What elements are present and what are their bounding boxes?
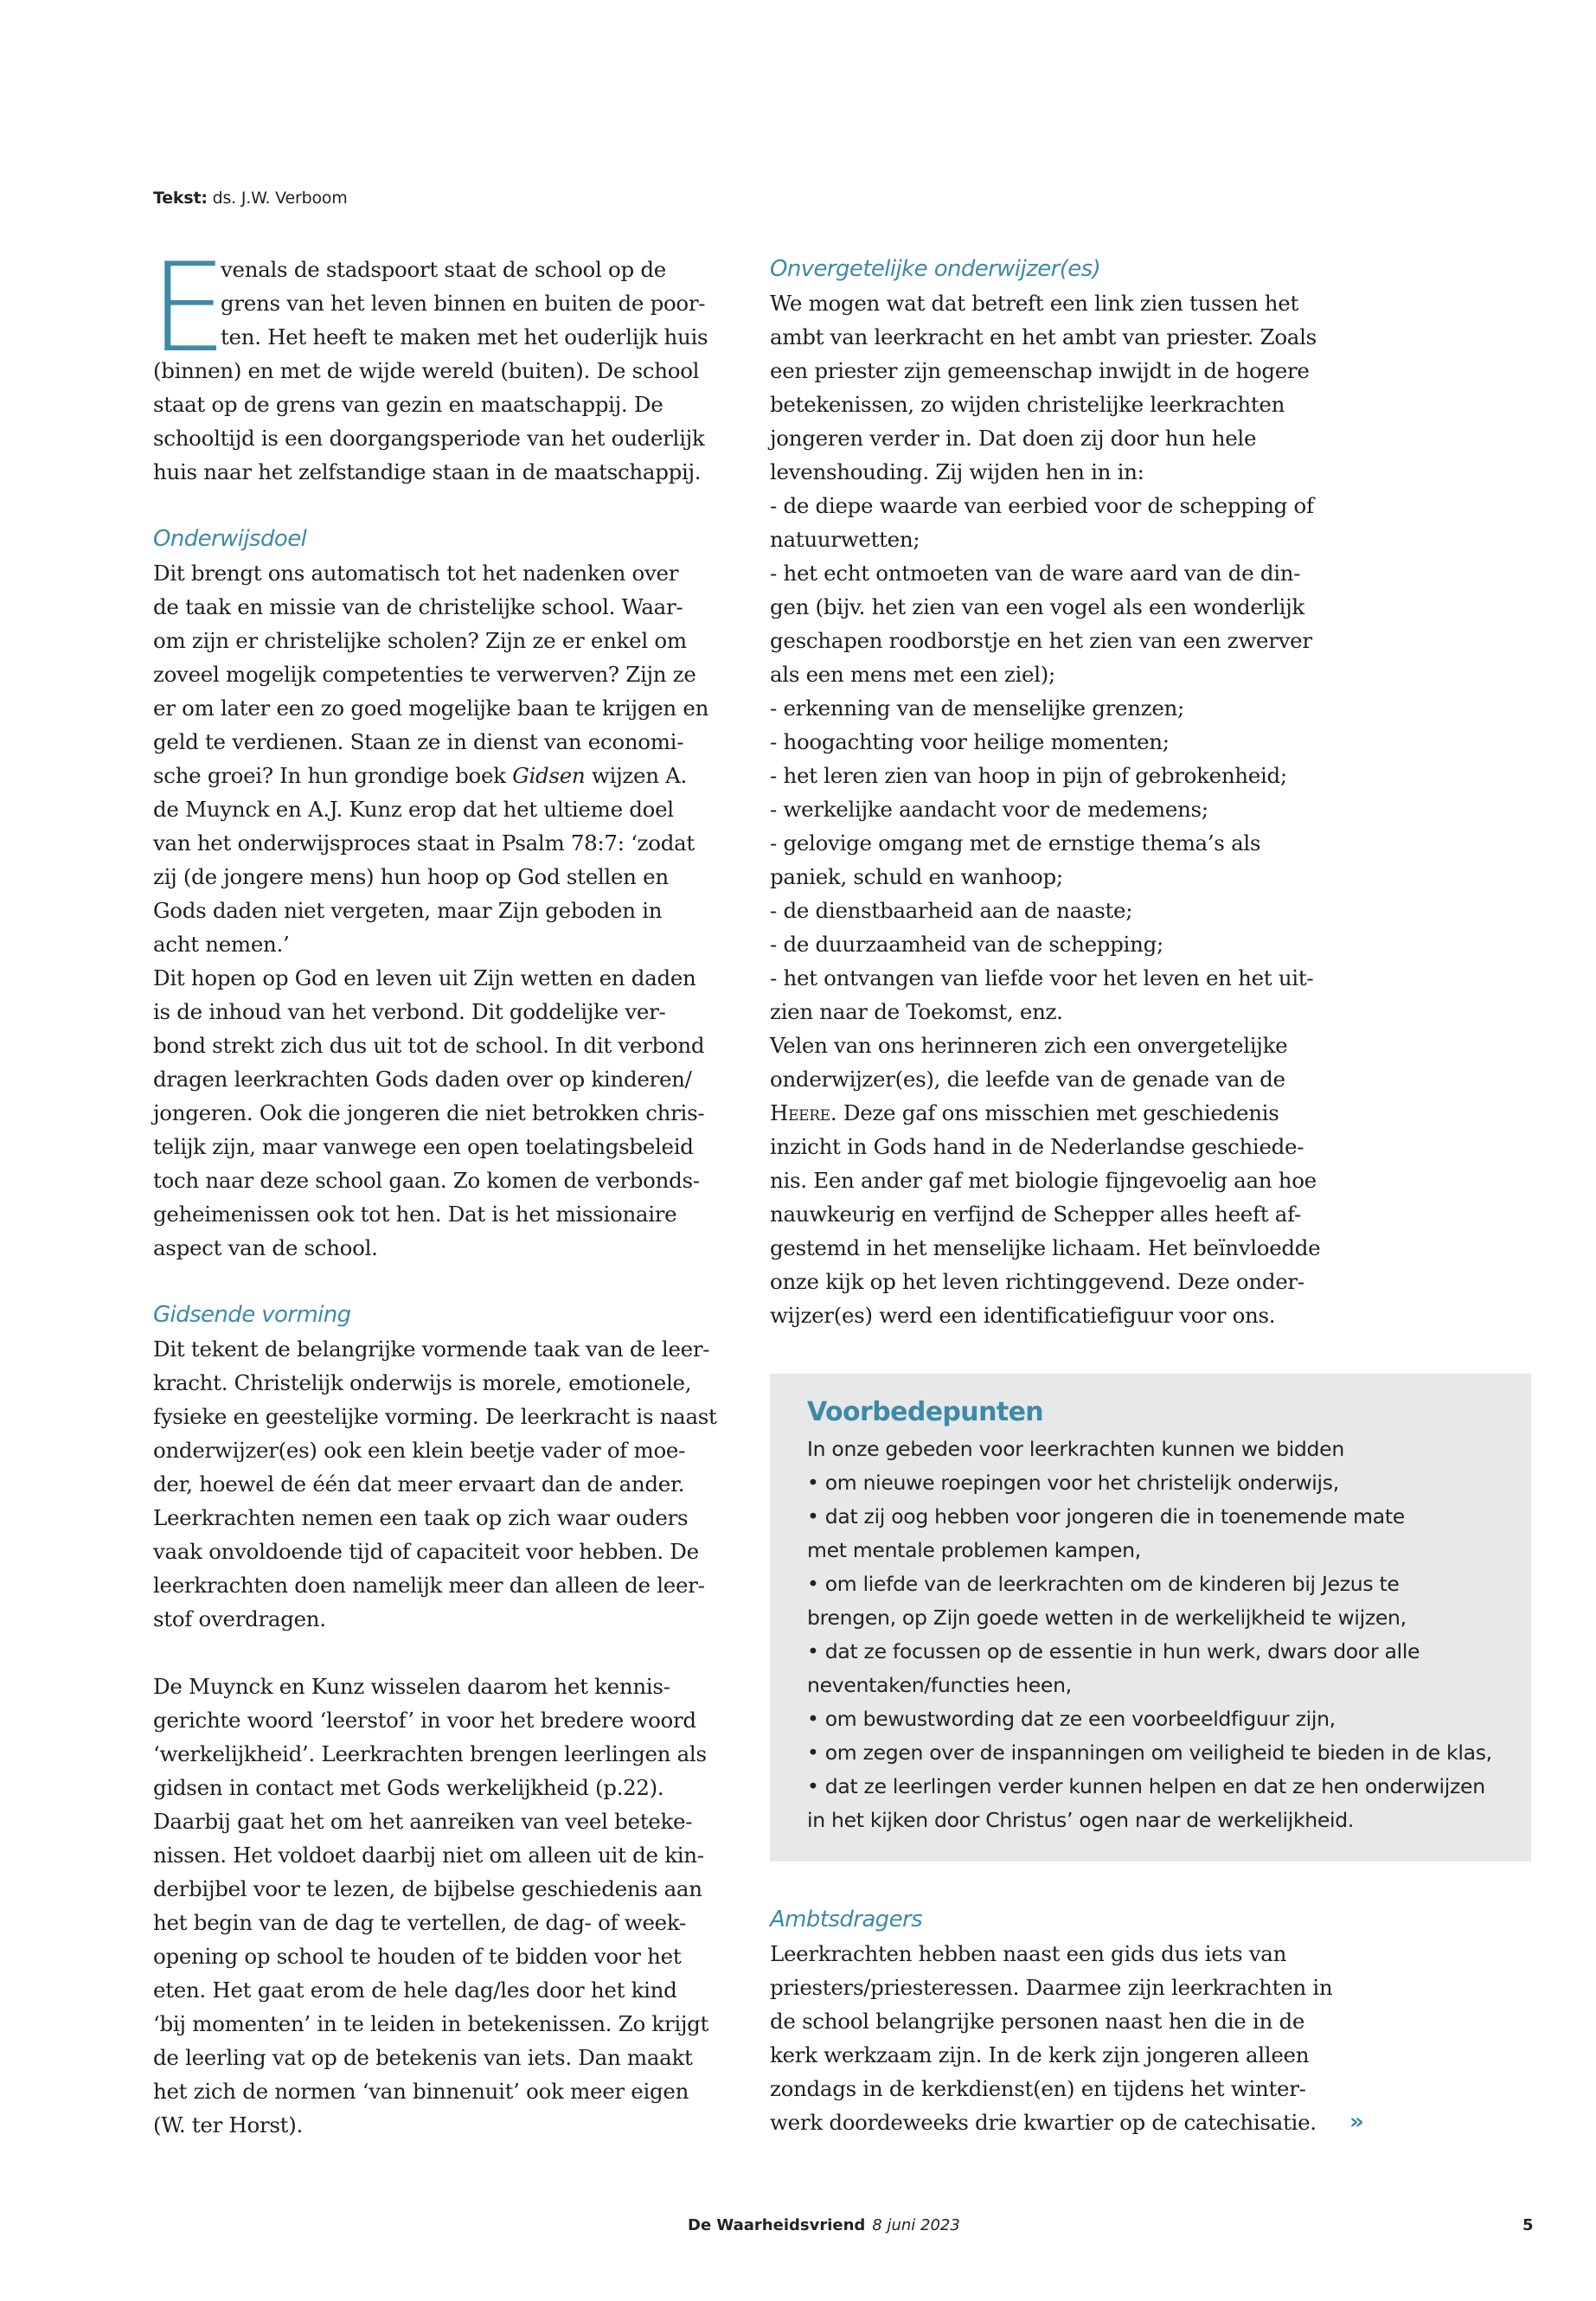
publication-date: 8 juni 2023 bbox=[872, 2216, 960, 2234]
list-line: - erkenning van de menselijke grenzen; bbox=[770, 695, 1184, 721]
prayer-line: brengen, op Zijn goede wetten in de werkelijkheid te wijzen, bbox=[807, 1606, 1407, 1630]
list-line: - het echt ontmoeten van de ware aard van de din- bbox=[770, 561, 1301, 586]
book-title: Gidsen bbox=[512, 763, 586, 788]
text-line: kerk werkzaam zijn. In de kerk zijn jongeren alleen bbox=[770, 2042, 1310, 2067]
left-column bbox=[150, 237, 741, 2142]
text-line: zoveel mogelijk competenties te verwerven? Zijn ze bbox=[153, 662, 696, 687]
text-line: onderwijzer(es) ook een klein beetje vader of moe- bbox=[153, 1438, 686, 1463]
byline-author: ds. J.W. Verboom bbox=[212, 189, 348, 208]
text-line: Daarbij gaat het om het aanreiken van veel beteke- bbox=[153, 1809, 693, 1834]
intro-line: ten. Het heeft te maken met het ouderlijk huis bbox=[221, 324, 708, 349]
text-line: om zijn er christelijke scholen? Zijn ze er enkel om bbox=[153, 628, 687, 653]
text-line: Dit hopen op God en leven uit Zijn wetten en daden bbox=[153, 965, 696, 990]
text-line: er om later een zo goed mogelijke baan te krijgen en bbox=[153, 695, 709, 721]
intro-line: grens van het leven binnen en buiten de poor- bbox=[221, 291, 706, 316]
text-line: priesters/priesteressen. Daarmee zijn leerkrachten in bbox=[770, 1975, 1333, 2000]
byline bbox=[153, 189, 348, 208]
list-line: - de dienstbaarheid aan de naaste; bbox=[770, 898, 1133, 923]
continue-arrow-icon: » bbox=[1349, 2109, 1364, 2135]
text-line: is de inhoud van het verbond. Dit goddelijke ver- bbox=[153, 999, 666, 1024]
text-line bbox=[153, 759, 741, 792]
text-line: werk doordeweeks drie kwartier op de catechisatie. bbox=[770, 2110, 1317, 2135]
text-line: van het onderwijsproces staat in Psalm 78:7: ‘zodat bbox=[153, 830, 695, 856]
heading-gidsende-vorming: Gidsende vorming bbox=[153, 1302, 351, 1328]
text-line: stof overdragen. bbox=[153, 1606, 326, 1631]
list-line: geschapen roodborstje en het zien van een zwerver bbox=[770, 628, 1312, 653]
prayer-line: • om liefde van de leerkrachten om de kinderen bij Jezus te bbox=[807, 1572, 1400, 1596]
intro-line: staat op de grens van gezin en maatschappij. De bbox=[153, 392, 663, 417]
list-line: - de diepe waarde van eerbied voor de schepping of bbox=[770, 493, 1314, 518]
text-line: jongeren verder in. Dat doen zij door hun hele bbox=[770, 426, 1257, 451]
text-line: ‘bij momenten’ in te leiden in betekenissen. Zo krijgt bbox=[153, 2011, 709, 2036]
list-line: natuurwetten; bbox=[770, 527, 920, 552]
list-line: - werkelijke aandacht voor de medemens; bbox=[770, 797, 1208, 822]
text-line: eten. Het gaat erom de hele dag/les door het kind bbox=[153, 1977, 677, 2003]
heading-ambtsdragers: Ambtsdragers bbox=[770, 1907, 923, 1932]
text-line: leerkrachten doen namelijk meer dan alleen de leer- bbox=[153, 1573, 705, 1598]
heading-onderwijsdoel: Onderwijsdoel bbox=[153, 526, 307, 552]
text-line: nauwkeurig en verfijnd de Schepper alles heeft af- bbox=[770, 1202, 1301, 1227]
text-line: onze kijk op het leven richtinggevend. Deze onder- bbox=[770, 1269, 1304, 1294]
prayer-line: • om zegen over de inspanningen om veiligheid te bieden in de klas, bbox=[807, 1740, 1492, 1765]
prayer-line: • dat ze focussen op de essentie in hun werk, dwars door alle bbox=[807, 1639, 1420, 1663]
gidsende-paragraph-1 bbox=[153, 1332, 741, 1636]
voorbedepunten-content bbox=[807, 1393, 1492, 1837]
text-line: de school belangrijke personen naast hen die in de bbox=[770, 2009, 1305, 2034]
gidsende-paragraph-2 bbox=[153, 1670, 741, 2142]
text-line: aspect van de school. bbox=[153, 1235, 378, 1260]
text-line: Dit tekent de belangrijke vormende taak van de leer- bbox=[153, 1336, 710, 1362]
list-line: gen (bijv. het zien van een vogel als een wonderlijk bbox=[770, 594, 1304, 619]
text-line: De Muynck en Kunz wisselen daarom het kennis- bbox=[153, 1674, 670, 1699]
voorbedepunten-title: Voorbedepunten bbox=[807, 1397, 1044, 1427]
text-line: We mogen wat dat betreft een link zien tussen het bbox=[770, 291, 1298, 316]
heading-onvergetelijke: Onvergetelijke onderwijzer(es) bbox=[770, 256, 1101, 282]
text-line: opening op school te houden of te bidden voor het bbox=[153, 1944, 682, 1969]
text-line: wijzer(es) werd een identificatiefiguur voor ons. bbox=[770, 1303, 1276, 1328]
text-fragment: wijzen A. bbox=[585, 763, 688, 788]
prayer-line: • dat zij oog hebben voor jongeren die in toenemende mate bbox=[807, 1504, 1405, 1529]
prayer-line: • om nieuwe roepingen voor het christelijk onderwijs, bbox=[807, 1471, 1339, 1495]
text-line: zij (de jongere mens) hun hoop op God stellen en bbox=[153, 864, 669, 889]
text-line: der, hoewel de één dat meer ervaart dan de ander. bbox=[153, 1471, 685, 1497]
list-line: - het leren zien van hoop in pijn of gebrokenheid; bbox=[770, 763, 1287, 788]
intro-paragraph bbox=[150, 237, 741, 489]
ambtsdragers-section bbox=[770, 1903, 1375, 2139]
text-fragment: . Deze gaf ons misschien met geschiedenis bbox=[830, 1100, 1279, 1125]
text-line: jongeren. Ook die jongeren die niet betrokken chris- bbox=[153, 1100, 705, 1125]
list-line: als een mens met een ziel); bbox=[770, 662, 1055, 687]
list-line: zien naar de Toekomst, enz. bbox=[770, 999, 1063, 1024]
text-line: derbijbel voor te lezen, de bijbelse geschiedenis aan bbox=[153, 1876, 702, 1901]
text-line: bond strekt zich dus uit tot de school. In dit verbond bbox=[153, 1033, 705, 1058]
list-line: - het ontvangen van liefde voor het leven en het uit- bbox=[770, 965, 1314, 990]
text-line: de Muynck en A.J. Kunz erop dat het ultieme doel bbox=[153, 797, 674, 822]
text-line: nis. Een ander gaf met biologie fijngevoelig aan hoe bbox=[770, 1168, 1317, 1193]
list-line: - hoogachting voor heilige momenten; bbox=[770, 729, 1170, 754]
text-line: betekenissen, zo wijden christelijke leerkrachten bbox=[770, 392, 1285, 417]
list-line: - de duurzaamheid van de schepping; bbox=[770, 932, 1163, 957]
text-fragment: sche groei? In hun grondige boek bbox=[153, 763, 506, 788]
text-line: geld te verdienen. Staan ze in dienst van economi- bbox=[153, 729, 684, 754]
text-line: inzicht in Gods hand in de Nederlandse geschiede- bbox=[770, 1134, 1304, 1159]
prayer-line: • dat ze leerlingen verder kunnen helpen en dat ze hen onderwijzen bbox=[807, 1774, 1485, 1798]
text-line bbox=[770, 1096, 1358, 1130]
text-line: Velen van ons herinneren zich een onvergetelijke bbox=[770, 1033, 1288, 1058]
onderwijsdoel-paragraph bbox=[153, 556, 741, 1265]
prayer-line: in het kijken door Christus’ ogen naar de werkelijkheid. bbox=[807, 1808, 1355, 1832]
text-line: nissen. Het voldoet daarbij niet om alleen uit de kin- bbox=[153, 1843, 704, 1868]
intro-line: (binnen) en met de wijde wereld (buiten). De school bbox=[153, 358, 700, 383]
text-line: Leerkrachten hebben naast een gids dus iets van bbox=[770, 1941, 1287, 1966]
byline-label: Tekst: bbox=[153, 189, 208, 208]
text-line: kracht. Christelijk onderwijs is morele, emotionele, bbox=[153, 1370, 692, 1395]
text-line: het zich de normen ‘van binnenuit’ ook meer eigen bbox=[153, 2079, 689, 2104]
prayer-line: neventaken/functies heen, bbox=[807, 1673, 1072, 1697]
text-line: geheimenissen ook tot hen. Dat is het missionaire bbox=[153, 1202, 677, 1227]
text-line: de leerling vat op de betekenis van iets. Dan maakt bbox=[153, 2045, 693, 2070]
text-line: Gods daden niet vergeten, maar Zijn geboden in bbox=[153, 898, 663, 923]
text-line: Dit brengt ons automatisch tot het nadenken over bbox=[153, 561, 679, 586]
intro-line: venals de stadspoort staat de school op de bbox=[221, 257, 666, 282]
text-line: zondags in de kerkdienst(en) en tijdens het winter- bbox=[770, 2076, 1306, 2101]
text-line: telijk zijn, maar vanwege een open toelatingsbeleid bbox=[153, 1134, 694, 1159]
onvergetelijke-paragraph bbox=[770, 286, 1358, 1332]
text-line: het begin van de dag te vertellen, de dag- of week- bbox=[153, 1910, 686, 1935]
page-number: 5 bbox=[1522, 2216, 1534, 2234]
list-line: paniek, schuld en wanhoop; bbox=[770, 864, 1063, 889]
text-line: levenshouding. Zij wijden hen in in: bbox=[770, 459, 1144, 484]
intro-line: huis naar het zelfstandige staan in de maatschappij. bbox=[153, 459, 702, 484]
drop-cap: E bbox=[150, 237, 228, 380]
text-line: Leerkrachten nemen een taak op zich waar ouders bbox=[153, 1505, 689, 1530]
list-line: - gelovige omgang met de ernstige thema’s als bbox=[770, 830, 1261, 856]
prayer-line: In onze gebeden voor leerkrachten kunnen we bidden bbox=[807, 1437, 1344, 1461]
text-line: de taak en missie van de christelijke school. Waar- bbox=[153, 594, 683, 619]
lord-name: Heere bbox=[770, 1100, 830, 1125]
intro-line: schooltijd is een doorgangsperiode van het ouderlijk bbox=[153, 426, 705, 451]
text-line: toch naar deze school gaan. Zo komen de verbonds- bbox=[153, 1168, 700, 1193]
text-line: ‘werkelijkheid’. Leerkrachten brengen leerlingen als bbox=[153, 1741, 707, 1766]
text-line: dragen leerkrachten Gods daden over op kinderen/ bbox=[153, 1067, 692, 1092]
voorbedepunten-box bbox=[770, 1374, 1531, 1862]
text-line: acht nemen.’ bbox=[153, 932, 290, 957]
prayer-line: • om bewustwording dat ze een voorbeeldfiguur zijn, bbox=[807, 1707, 1336, 1731]
right-column bbox=[770, 253, 1358, 1332]
prayer-line: met mentale problemen kampen, bbox=[807, 1538, 1141, 1562]
text-line: ambt van leerkracht en het ambt van priester. Zoals bbox=[770, 324, 1317, 349]
text-line: een priester zijn gemeenschap inwijdt in de hogere bbox=[770, 358, 1310, 383]
text-line: gidsen in contact met Gods werkelijkheid (p.22). bbox=[153, 1775, 664, 1800]
text-line: onderwijzer(es), die leefde van de genade van de bbox=[770, 1067, 1285, 1092]
text-line: vaak onvoldoende tijd of capaciteit voor hebben. De bbox=[153, 1539, 699, 1564]
text-line: fysieke en geestelijke vorming. De leerkracht is naast bbox=[153, 1404, 717, 1429]
footer-publication bbox=[688, 2216, 960, 2234]
text-line: gerichte woord ‘leerstof’ in voor het bredere woord bbox=[153, 1708, 696, 1733]
text-line: (W. ter Horst). bbox=[153, 2112, 303, 2138]
publication-name: De Waarheidsvriend bbox=[688, 2216, 866, 2234]
text-line: gestemd in het menselijke lichaam. Het beïnvloedde bbox=[770, 1235, 1321, 1260]
